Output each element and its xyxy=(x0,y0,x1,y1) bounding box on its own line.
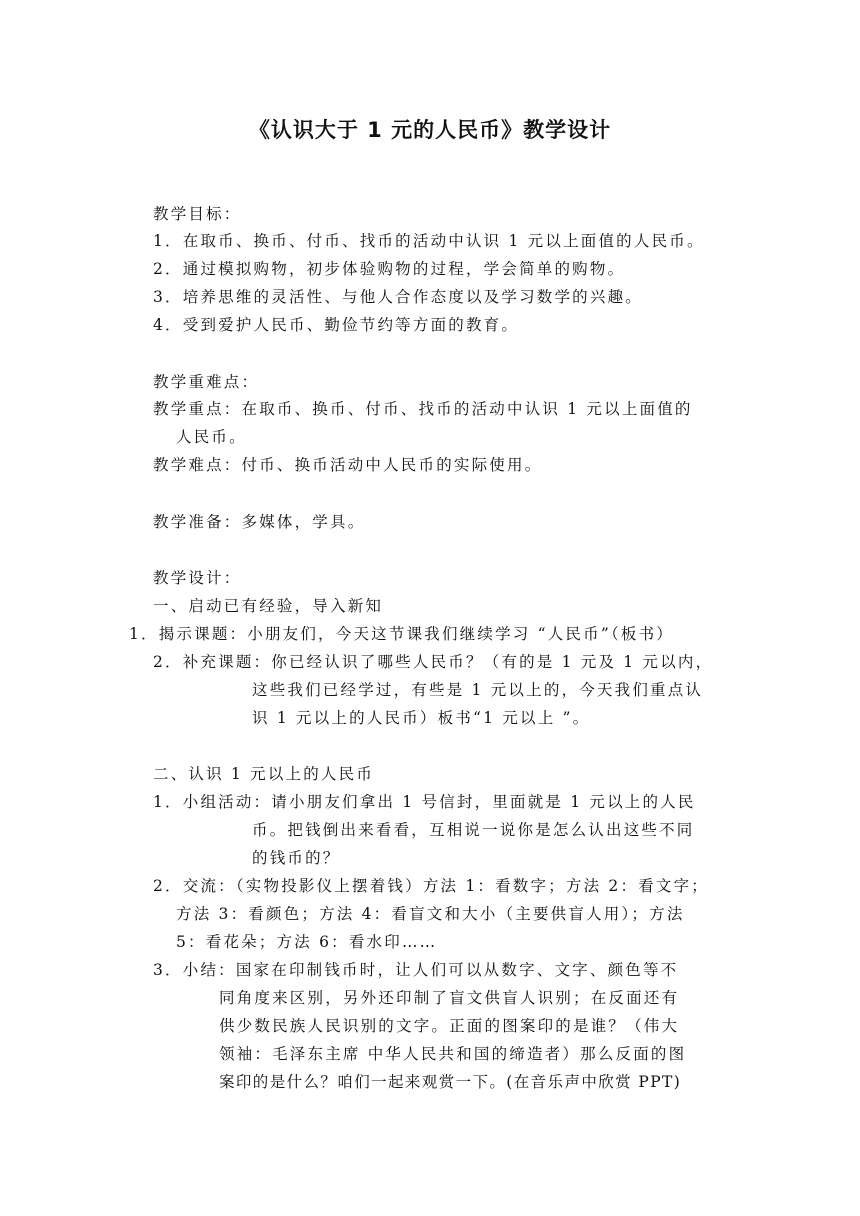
part1-item: 2．补充课题：你已经认识了哪些人民币？（有的是 1 元及 1 元以内， xyxy=(153,653,714,671)
objective-item: 3．培养思维的灵活性、与他人合作态度以及学习数学的兴趣。 xyxy=(153,288,643,306)
objective-item: 4．受到爱护人民币、勤俭节约等方面的教育。 xyxy=(153,316,520,334)
part2-item: 2．交流：（实物投影仪上摆着钱）方法 1：看数字；方法 2：看文字； xyxy=(153,877,709,895)
document-title: 《认识大于 1 元的人民币》教学设计 xyxy=(248,118,612,142)
objective-item: 2．通过模拟购物，初步体验购物的过程，学会简单的购物。 xyxy=(153,260,626,278)
part2-item-cont: 供少数民族人民识别的文字。正面的图案印的是谁？（伟大 xyxy=(219,1017,680,1035)
part2-item-cont: 5：看花朵；方法 6：看水印…… xyxy=(176,933,438,951)
key-difficulty: 教学难点：付币、换币活动中人民币的实际使用。 xyxy=(153,456,543,474)
part2-item-cont: 案印的是什么？咱们一起来观赏一下。(在音乐声中欣赏 PPT) xyxy=(219,1073,682,1091)
part1-heading: 一、启动已有经验，导入新知 xyxy=(153,597,384,615)
part2-item-cont: 的钱币的？ xyxy=(252,849,341,867)
part2-heading: 二、认识 1 元以上的人民币 xyxy=(153,765,375,783)
key-focus-line: 教学重点：在取币、换币、付币、找币的活动中认识 1 元以上面值的 xyxy=(153,400,693,418)
part1-item-cont: 识 1 元以上的人民币）板书“1 元以上 ”。 xyxy=(252,709,591,727)
part2-item-cont: 方法 3：看颜色；方法 4：看盲文和大小（主要供盲人用）；方法 xyxy=(176,905,685,923)
part2-item-cont: 币。把钱倒出来看看，互相说一说你是怎么认出这些不同 xyxy=(252,821,695,839)
part2-item: 3．小结：国家在印制钱币时，让人们可以从数字、文字、颜色等不 xyxy=(153,961,679,979)
part2-item-cont: 领袖：毛泽东主席 中华人民共和国的缔造者）那么反面的图 xyxy=(219,1045,687,1063)
design-heading: 教学设计： xyxy=(153,569,242,587)
part1-item: 1．揭示课题：小朋友们，今天这节课我们继续学习 “人民币”（板书） xyxy=(129,625,674,643)
objectives-heading: 教学目标： xyxy=(153,205,242,223)
part2-item-cont: 同角度来区别，另外还印制了盲文供盲人识别；在反面还有 xyxy=(219,989,680,1007)
key-points-heading: 教学重难点： xyxy=(153,373,260,391)
part2-item: 1．小组活动：请小朋友们拿出 1 号信封，里面就是 1 元以上的人民 xyxy=(153,793,696,811)
part1-item-cont: 这些我们已经学过，有些是 1 元以上的，今天我们重点认 xyxy=(252,681,704,699)
preparation: 教学准备：多媒体，学具。 xyxy=(153,513,366,531)
key-focus-line: 人民币。 xyxy=(176,428,247,446)
objective-item: 1．在取币、换币、付币、找币的活动中认识 1 元以上面值的人民币。 xyxy=(153,232,705,250)
